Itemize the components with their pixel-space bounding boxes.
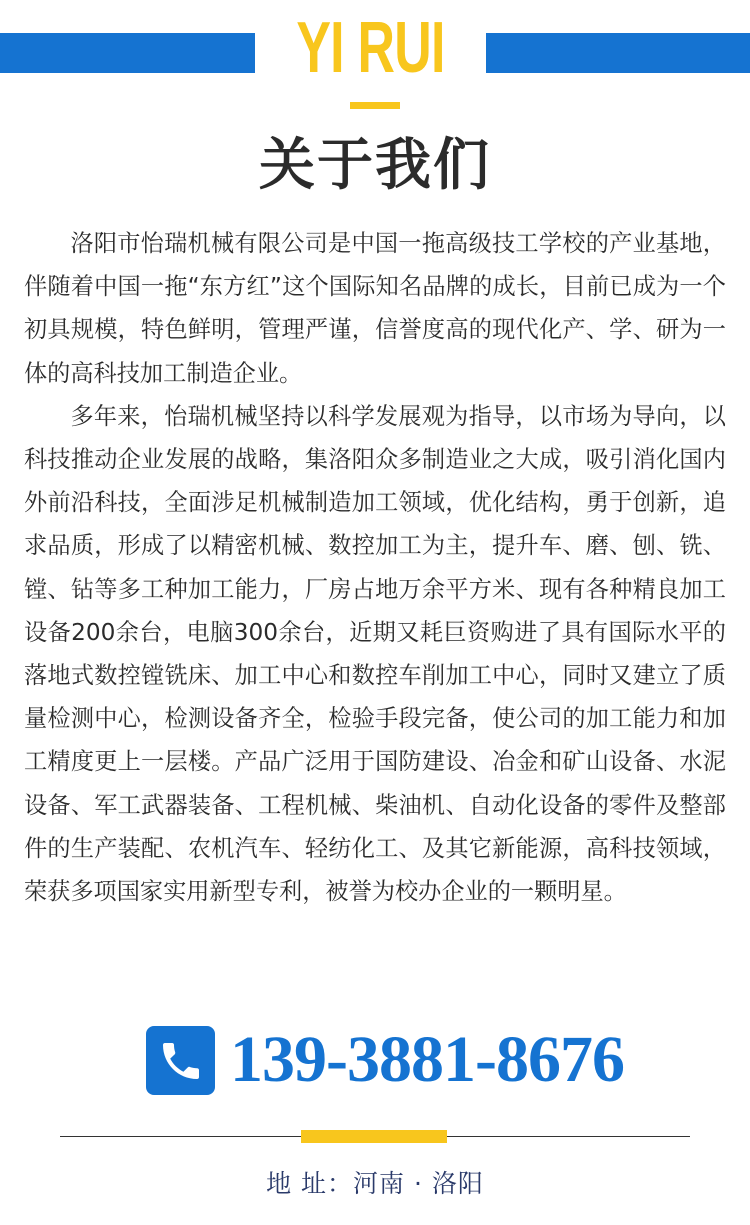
- address-text: 地 址：河南 · 洛阳: [266, 1169, 484, 1198]
- header-bar-left: [0, 33, 255, 73]
- footer-divider-accent: [301, 1130, 447, 1143]
- company-intro: [24, 222, 726, 913]
- phone-icon: [146, 1026, 215, 1095]
- intro-paragraph-2: 多年来，怡瑞机械坚持以科学发展观为指导，以市场为导向，以科技推动企业发展的战略，集洛阳众多制造业之大成，吸引消化国内外前沿科技，全面涉足机械制造加工领域，优化结构，勇于创新，追求品质，形成了以精密机械、数控加工为主，提升车、磨、刨、铣、镗、钻等多工种加工能力，厂房占地万余平方米、现有各种精良加工设备200余台，电脑300余台，近期又耗巨资购进了具有国际水平的落地式数控镗铣床、加工中心和数控车削加工中心，同时又建立了质量检测中心，检测设备齐全，检验手段完备，使公司的加工能力和加工精度更上一层楼。产品广泛用于国防建设、冶金和矿山设备、水泥设备、军工武器装备、工程机械、柴油机、自动化设备的零件及整部件的生产装配、农机汽车、轻纺化工、及其它新能源，高科技领域，荣获多项国家实用新型专利，被誉为校办企业的一颗明星。: [24, 402, 726, 906]
- brand-underline: [350, 102, 400, 109]
- header-bar-right: [486, 33, 750, 73]
- page-title: 关于我们: [259, 133, 491, 198]
- phone-handset-icon: [157, 1037, 205, 1085]
- intro-paragraph-1: 洛阳市怡瑞机械有限公司是中国一拖高级技工学校的产业基地，伴随着中国一拖“东方红”这个国际知名品牌的成长，目前已成为一个初具规模，特色鲜明，管理严谨，信誉度高的现代化产、学、研为一体的高科技加工制造企业。: [24, 230, 726, 387]
- brand-logo: YI RUI: [296, 8, 445, 88]
- phone-number[interactable]: 139-3881-8676: [230, 1023, 624, 1096]
